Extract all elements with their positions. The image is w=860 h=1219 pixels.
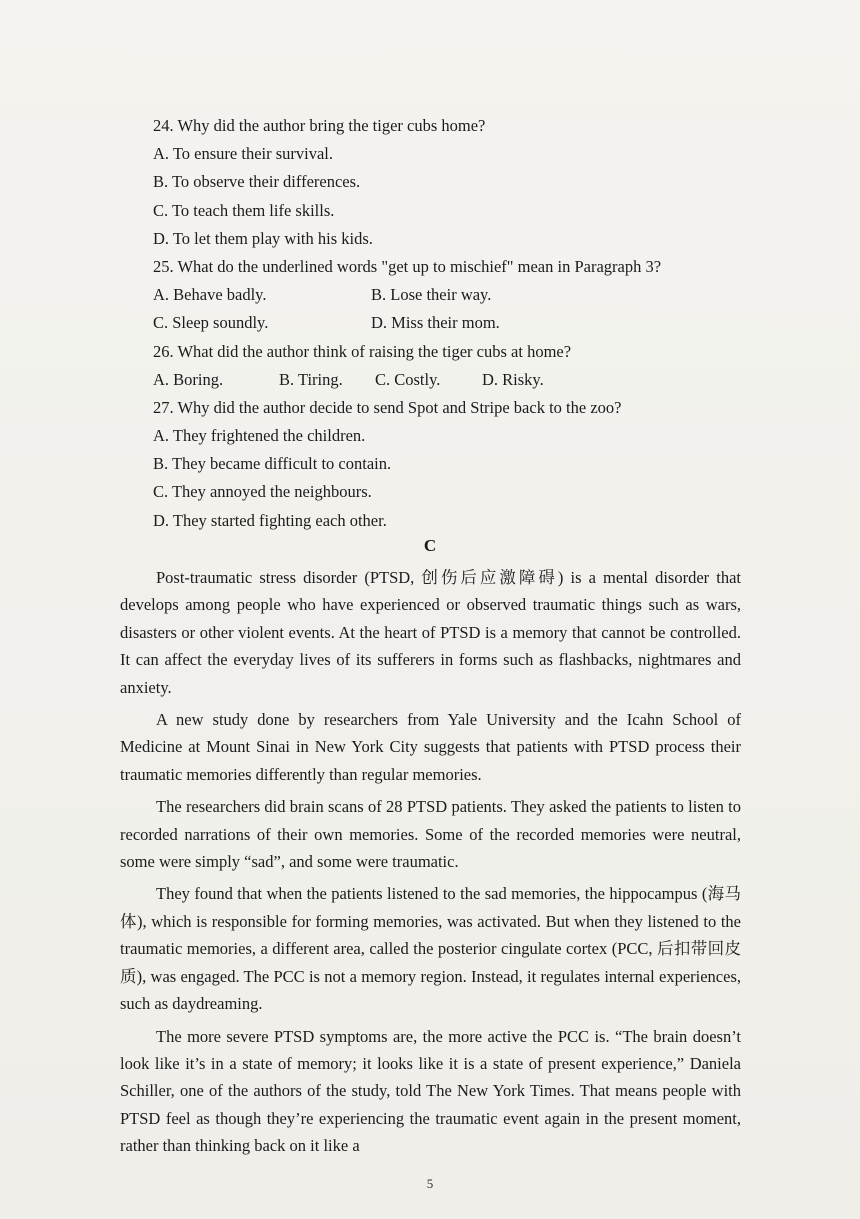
section-heading: C <box>423 536 437 555</box>
q25-option-d: D. Miss their mom. <box>371 313 500 333</box>
q25-option-c: C. Sleep soundly. <box>153 313 269 333</box>
passage-paragraph: The more severe PTSD symptoms are, the more active the PCC is. “The brain doesn’t look like it’s in a state of memory; it looks like it is a state of present experience,” Daniela Schiller, one of the authors of the study, told The New York Times. That means people with PTSD feel as though they’re experiencing the traumatic event again in the present moment, rather than thinking back on it like a <box>120 1026 741 1156</box>
passage-paragraph: The researchers did brain scans of 28 PTSD patients. They asked the patients to listen to recorded narrations of their own memories. Some of the recorded memories were neutral, some were simply “sad”, and some were traumatic. <box>120 797 741 872</box>
q24-option-a: A. To ensure their survival. <box>153 144 334 164</box>
q27-option-a: A. They frightened the children. <box>153 426 366 446</box>
q27-option-b: B. They became difficult to contain. <box>153 454 392 474</box>
q24-option-b: B. To observe their differences. <box>153 172 361 192</box>
q25-option-b: B. Lose their way. <box>371 285 492 305</box>
passage-paragraph: Post-traumatic stress disorder (PTSD, 创伤后应激障碍) is a mental disorder that develops among people who have experienced or observed traumatic things such as wars, disasters or other violent events. At the heart of PTSD is a memory that cannot be controlled. It can affect the everyday lives of its sufferers in forms such as flashbacks, nightmares and anxiety. <box>120 568 741 697</box>
question-26-stem: 26. What did the author think of raising the tiger cubs at home? <box>153 341 572 361</box>
question-25-stem: 25. What do the underlined words "get up to mischief" mean in Paragraph 3? <box>153 256 662 276</box>
q27-option-d: D. They started fighting each other. <box>153 510 387 530</box>
q27-option-c: C. They annoyed the neighbours. <box>153 482 372 502</box>
q25-option-a: A. Behave badly. <box>153 285 267 305</box>
q26-option-d: D. Risky. <box>482 369 544 389</box>
question-27-stem: 27. Why did the author decide to send Spot and Stripe back to the zoo? <box>153 397 622 417</box>
reading-passage <box>120 564 741 1165</box>
q25-options-row-1 <box>153 281 753 309</box>
passage-paragraph: A new study done by researchers from Yale University and the Icahn School of Medicine at Mount Sinai in New York City suggests that patients with PTSD process their traumatic memories differently than regular memories. <box>120 710 741 784</box>
page-number: 5 <box>426 1176 434 1191</box>
q26-option-c: C. Costly. <box>375 369 441 389</box>
q26-option-a: A. Boring. <box>153 369 224 389</box>
q25-options-row-2 <box>153 309 753 337</box>
q24-option-c: C. To teach them life skills. <box>153 200 335 220</box>
passage-paragraph: They found that when the patients listened to the sad memories, the hippocampus (海马体), which is responsible for forming memories, was activated. But when they listened to the traumatic memories, a different area, called the posterior cingulate cortex (PCC, 后扣带回皮质), was engaged. The PCC is not a memory region. Instead, it regulates internal experiences, such as daydreaming. <box>120 884 741 1014</box>
q24-option-d: D. To let them play with his kids. <box>153 228 373 248</box>
question-list <box>153 112 753 535</box>
q26-options-row <box>153 366 753 394</box>
question-24-stem: 24. Why did the author bring the tiger cubs home? <box>153 116 486 135</box>
q26-option-b: B. Tiring. <box>279 369 343 389</box>
